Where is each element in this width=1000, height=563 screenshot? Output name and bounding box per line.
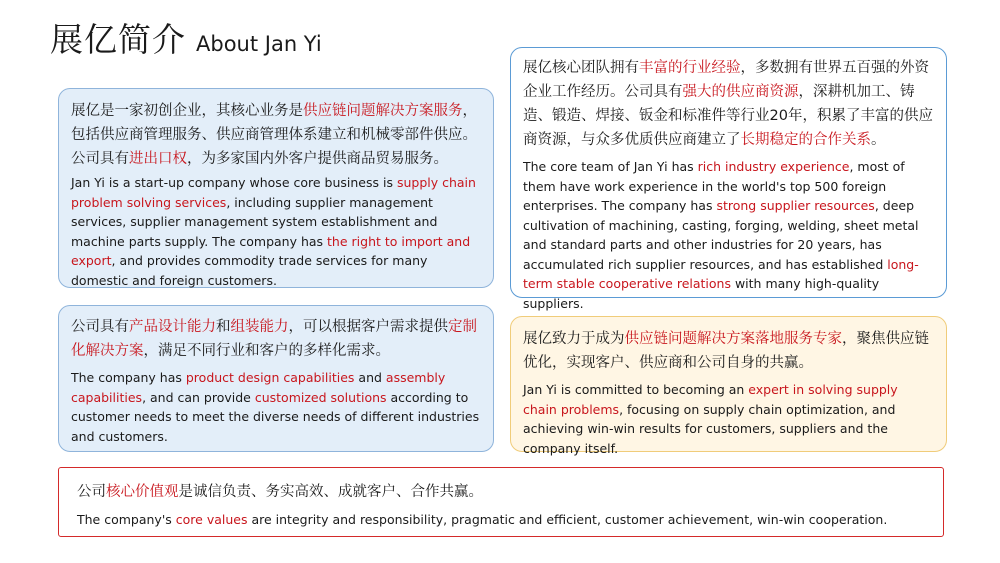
highlight-text: rich industry experience [697, 159, 850, 174]
body-text: with many high-quality suppliers. [523, 276, 880, 311]
highlight-text: 供应链问题解决方案服务 [303, 103, 463, 119]
body-text: ，可以根据客户需求提供 [288, 319, 448, 335]
values-en [77, 510, 925, 530]
highlight-text: 产品设计能力 [129, 319, 216, 335]
highlight-text: product design capabilities [185, 370, 355, 385]
mission-zh [523, 327, 934, 375]
highlight-text: 供应链问题解决方案落地服务专家 [624, 331, 842, 347]
body-text: Jan Yi is committed to becoming an [523, 382, 749, 397]
body-text: , most of them have work experience in the world's top 500 foreign enterprises. The company has [523, 159, 905, 213]
highlight-text: 长期稳定的合作关系 [740, 132, 871, 148]
body-text: , and provides commodity trade services for many domestic and foreign customers. [71, 253, 428, 288]
body-text: , deep cultivation of machining, casting, forging, welding, sheet metal and standard parts and other industries for 20 years, has accumulated rich supplier resources, and has established [523, 198, 919, 272]
highlight-text: core values [175, 512, 248, 527]
highlight-text: 进出口权 [129, 151, 187, 167]
title-zh: 展亿简介 [50, 20, 186, 59]
body-text: The core team of Jan Yi has [523, 159, 698, 174]
team-zh [523, 56, 934, 152]
body-text: 公司 [77, 484, 106, 500]
capability-zh [71, 315, 481, 363]
highlight-text: 定制化解决方案 [71, 319, 477, 359]
body-text: are integrity and responsibility, pragmatic and efficient, customer achievement, win-win cooperation. [247, 512, 888, 527]
body-text: ，多数拥有世界五百强的外资企业工作经历。公司具有 [523, 60, 929, 100]
highlight-text: customized solutions [254, 389, 387, 405]
highlight-text: expert in solving supply chain problems [523, 382, 898, 417]
intro-zh [71, 99, 481, 171]
highlight-text: supply chain problem solving services [71, 175, 476, 210]
body-text: 。 [871, 132, 886, 148]
body-text: 展亿是一家初创企业，其核心业务是 [71, 103, 303, 119]
mission-card [510, 316, 947, 456]
highlight-text: long-term stable cooperative relations [523, 256, 919, 291]
highlight-text: 强大的供应商资源 [682, 84, 799, 100]
capability-en [71, 368, 481, 446]
highlight-text: 丰富的行业经验 [639, 60, 741, 76]
body-text: 展亿核心团队拥有 [523, 60, 639, 76]
body-text: , including supplier management services, supplier management system establishment and machine parts supply. The company has [71, 194, 438, 249]
body-text: Jan Yi is a start-up company whose core business is [71, 175, 397, 190]
body-text: and [354, 370, 386, 385]
body-text: 和 [216, 319, 231, 335]
highlight-text: 组装能力 [230, 319, 289, 335]
body-text: , focusing on supply chain optimization, and achieving win-win results for customers, suppliers and the company itself. [523, 401, 896, 456]
body-text: The company's [77, 512, 176, 527]
body-text: 是诚信负责、务实高效、成就客户、合作共赢。 [178, 484, 483, 500]
body-text: 展亿致力于成为 [523, 331, 625, 347]
body-text: 公司具有 [71, 319, 129, 335]
intro-en [71, 173, 481, 290]
highlight-text: strong supplier resources [716, 198, 875, 213]
intro-card [58, 88, 494, 288]
body-text: , and can provide [142, 389, 255, 405]
capability-card [58, 305, 494, 452]
title-en: About Jan Yi [196, 32, 322, 56]
highlight-text: the right to import and export [71, 233, 471, 268]
body-text: ，为多家国内外客户提供商品贸易服务。 [187, 151, 448, 167]
values-card [58, 467, 944, 537]
mission-en [523, 380, 934, 458]
page-title [50, 14, 322, 61]
highlight-text: 核心价值观 [106, 484, 179, 500]
highlight-text: assembly capabilities [71, 370, 446, 405]
team-en [523, 157, 934, 313]
body-text: ，满足不同行业和客户的多样化需求。 [143, 343, 390, 359]
body-text: ，深耕机加工、铸造、锻造、焊接、钣金和标准件等行业20年，积累了丰富的供应商资源，与众多优质供应商建立了 [523, 84, 933, 148]
body-text: The company has [71, 370, 186, 385]
team-card [510, 47, 947, 311]
body-text: ，聚焦供应链优化，实现客户、供应商和公司自身的共赢。 [523, 331, 929, 371]
body-text: according to customer needs to meet the diverse needs of different industries and customers. [71, 389, 480, 444]
values-zh [77, 480, 925, 504]
body-text: ，包括供应商管理服务、供应商管理体系建立和机械零部件供应。公司具有 [71, 103, 477, 167]
